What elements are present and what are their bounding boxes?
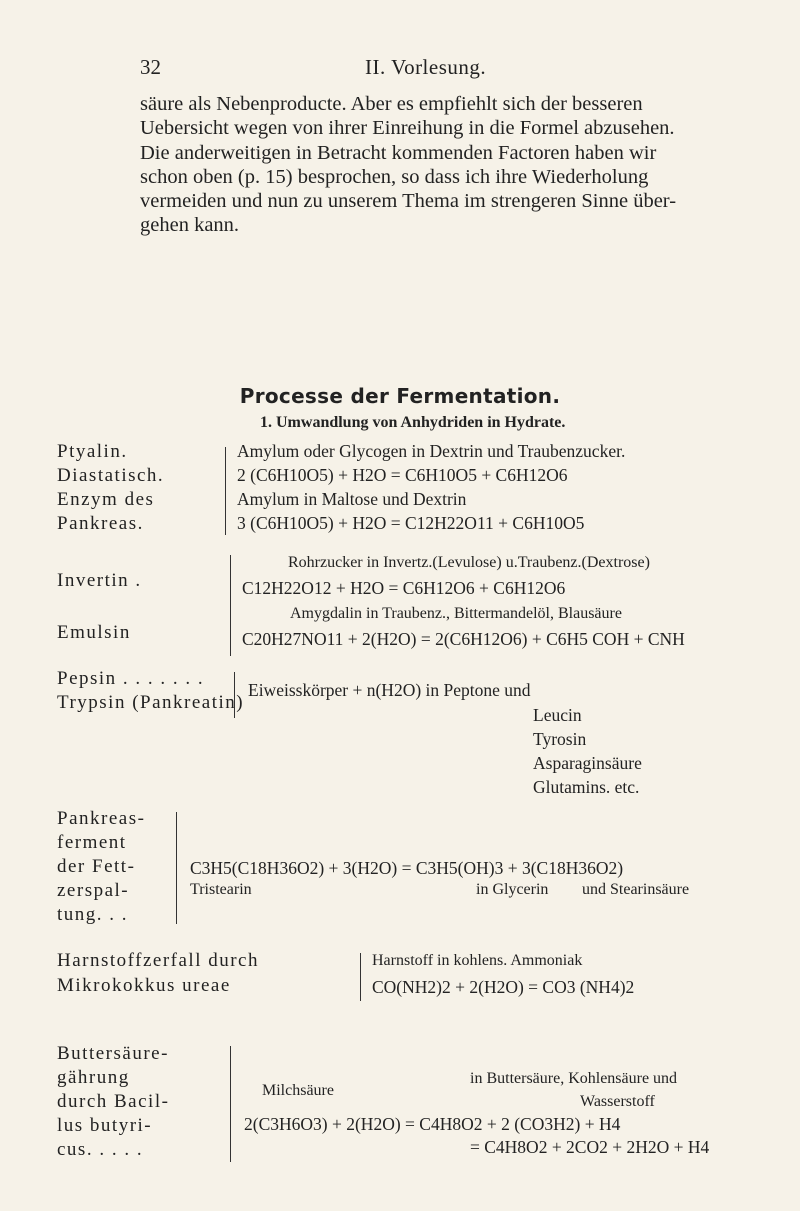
product: Leucin [533,705,582,725]
intro-line: vermeiden und nun zu unserem Thema im strengeren Sinne über- [140,190,677,213]
pankreas-name: und Stearinsäure [582,881,690,898]
ptyalin-label: Enzym des [57,489,155,510]
formula-line: Amylum oder Glycogen in Dextrin und Traubenzucker. [237,441,626,461]
page-header [0,55,800,85]
ptyalin-label: Ptyalin. [57,441,128,462]
invertin-label: Invertin . [57,570,142,591]
formula-line: Amylum in Maltose und Dextrin [237,489,467,509]
ptyalin-label: Pankreas. [57,513,144,534]
product: Glutamins. etc. [533,777,640,797]
pankreas-label: tung. . . [57,904,129,925]
butter-name-right: in Buttersäure, Kohlensäure und [470,1070,678,1087]
brace [230,555,231,607]
brace [230,1046,231,1162]
emulsin-label: Emulsin [57,622,131,643]
pankreas-label: ferment [57,832,127,853]
butter-label: gährung [57,1067,130,1088]
intro-line: gehen kann. [140,214,240,237]
pankreas-label: Pankreas- [57,808,146,829]
pepsin-formula: Eiweisskörper + n(H2O) in Peptone und [248,680,531,700]
ptyalin-label: Diastatisch. [57,465,165,486]
butter-label: durch Bacil- [57,1091,170,1112]
butter-name-left: Milchsäure [262,1082,334,1099]
invertin-formula: C12H22O12 + H2O = C6H12O6 + C6H12O6 [242,578,566,598]
pankreas-label: zerspal- [57,880,130,901]
butter-label: lus butyri- [57,1115,153,1136]
brace [234,672,235,718]
butter-formula: = C4H8O2 + 2CO2 + 2H2O + H4 [470,1137,710,1157]
butter-formula: 2(C3H6O3) + 2(H2O) = C4H8O2 + 2 (CO3H2) + H4 [244,1114,621,1134]
running-head: II. Vorlesung. [365,55,487,79]
product: Tyrosin [533,729,587,749]
product: Asparaginsäure [533,753,642,773]
intro-line: Uebersicht wegen von ihrer Einreihung in die Formel abzusehen. [140,117,675,140]
emulsin-formula: C20H27NO11 + 2(H2O) = 2(C6H12O6) + C6H5 COH + CNH [242,629,685,649]
trypsin-label: Trypsin (Pankreatin) [57,692,245,713]
butter-label: Buttersäure- [57,1043,169,1064]
pankreas-name: in Glycerin [476,881,549,898]
pankreas-name: Tristearin [190,881,252,898]
brace [230,606,231,656]
intro-line: säure als Nebenproducte. Aber es empfiehlt sich der besseren [140,93,643,115]
brace [225,447,226,535]
pankreas-formula: C3H5(C18H36O2) + 3(H2O) = C3H5(OH)3 + 3(C18H36O2) [190,858,624,878]
pepsin-label: Pepsin . . . . . . . [57,668,205,689]
intro-line: Die anderweitigen in Betracht kommenden Factoren haben wir [140,141,657,164]
intro-paragraph [140,92,780,238]
formula-line: 2 (C6H10O5) + H2O = C6H10O5 + C6H12O6 [237,465,568,485]
pankreas-label: der Fett- [57,856,136,877]
harnstoff-label: Mikrokokkus ureae [57,975,231,996]
butter-label: cus. . . . . [57,1139,144,1160]
brace [360,953,361,1001]
harnstoff-formula: CO(NH2)2 + 2(H2O) = CO3 (NH4)2 [372,977,635,997]
intro-line: schon oben (p. 15) besprochen, so dass ich ihre Wiederholung [140,165,649,188]
emulsin-names: Amygdalin in Traubenz., Bittermandelöl, Blausäure [290,605,622,622]
section-title: Processe der Fermentation. [239,384,561,408]
harnstoff-names: Harnstoff in kohlens. Ammoniak [372,952,583,969]
harnstoff-label: Harnstoffzerfall durch [57,950,259,971]
subsection-title: 1. Umwandlung von Anhydriden in Hydrate. [260,414,566,431]
page-number: 32 [140,55,161,79]
formula-line: 3 (C6H10O5) + H2O = C12H22O11 + C6H10O5 [237,513,585,533]
butter-name-right: Wasserstoff [580,1093,655,1110]
invertin-names: Rohrzucker in Invertz.(Levulose) u.Traubenz.(Dextrose) [288,554,650,571]
brace [176,812,177,924]
